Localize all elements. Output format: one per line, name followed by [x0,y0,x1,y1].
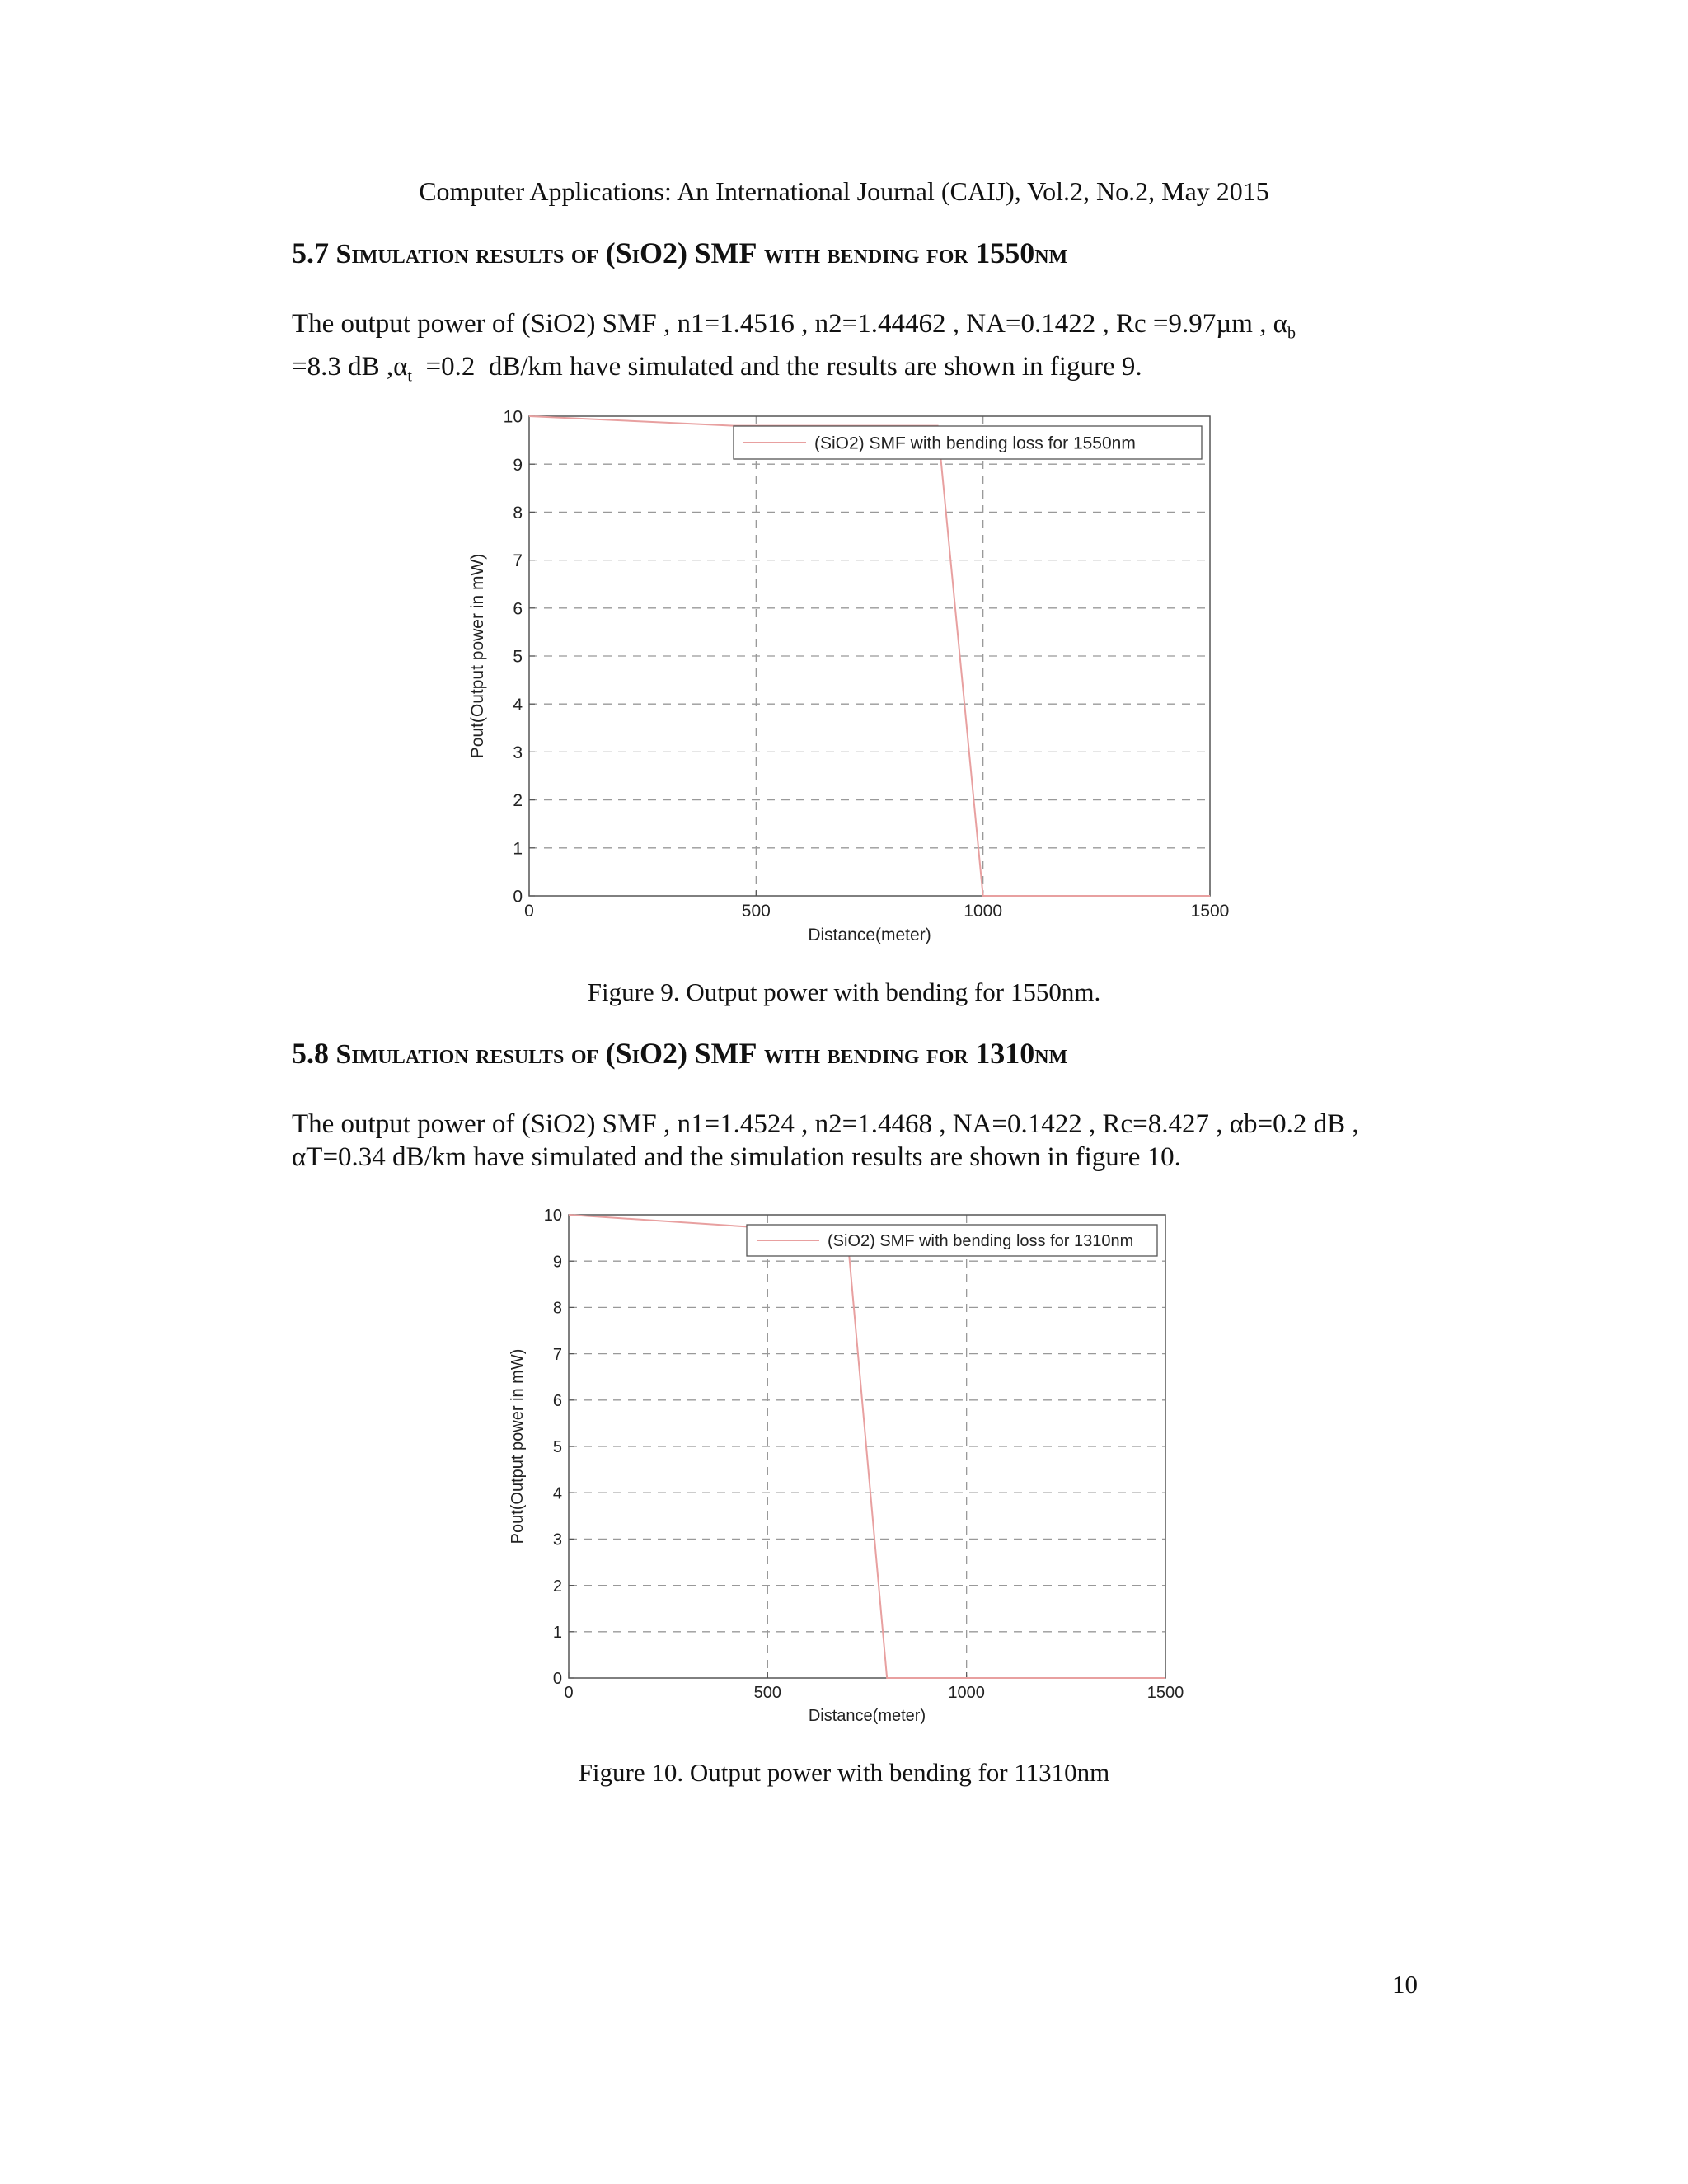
y-tick-label: 9 [513,455,523,475]
y-tick-label: 3 [513,743,523,762]
paragraph-5-7 [292,307,1421,392]
y-tick-label: 7 [552,1345,562,1364]
paragraph-line: αT=0.34 dB/km have simulated and the simulation results are shown in figure 10. [292,1142,1181,1172]
y-tick-label: 7 [513,551,523,571]
y-tick-label: 10 [503,407,523,427]
y-tick-label: 8 [552,1299,562,1318]
y-tick-label: 2 [552,1577,562,1596]
heading-text: Simulation results of [335,1039,599,1070]
legend-label: (SiO2) SMF with bending loss for 1550nm [814,434,1136,453]
figure-9-caption: Figure 9. Output power with bending for 1550nm. [587,977,1101,1006]
x-tick-label: 1000 [964,902,1003,921]
subscript: b [1287,324,1296,343]
y-tick-label: 4 [513,695,523,715]
x-tick-label: 500 [753,1684,782,1702]
y-tick-label: 1 [552,1624,562,1642]
figure-10-caption: Figure 10. Output power with bending for 11310nm [578,1758,1110,1787]
y-tick-label: 8 [513,503,523,523]
y-tick-label: 5 [552,1438,562,1457]
heading-text: with bending for [764,239,968,269]
heading-text: O2) [640,1037,688,1070]
figure-9-chart [453,404,1236,948]
x-tick-label: 0 [524,902,534,921]
heading-text: (S [605,237,632,269]
x-tick-label: 500 [741,902,771,921]
y-tick-label: 6 [513,599,523,619]
y-tick-label: 1 [513,839,523,859]
y-tick-label: 6 [552,1392,562,1410]
x-tick-label: 1500 [1146,1684,1184,1702]
paragraph-5-8 [292,1108,1421,1174]
heading-text: SMF [694,237,757,269]
y-tick-label: 5 [513,647,523,667]
heading-text: i [631,239,640,269]
paragraph-line: The output power of (SiO2) SMF , n1=1.4524 , n2=1.4468 , NA=0.1422 , Rc=8.427 , αb=0.2 dB , [292,1109,1359,1139]
figure-10-chart [495,1203,1203,1731]
x-axis-label: Distance(meter) [808,926,931,944]
heading-text: O2) [640,237,688,269]
legend-label: (SiO2) SMF with bending loss for 1310nm [828,1232,1134,1251]
y-tick-label: 3 [552,1530,562,1549]
heading-text: (S [605,1037,632,1070]
paragraph-line [292,350,1421,393]
x-tick-label: 1500 [1190,902,1230,921]
y-tick-label: 0 [513,887,523,907]
y-axis-label: Pout(Output power in mW) [468,553,487,759]
text-span: The output power of (SiO2) SMF , n1=1.4516 , n2=1.44462 , NA=0.1422 , Rc =9.97µm , α [292,309,1287,339]
heading-text: Simulation results of [335,239,599,269]
x-tick-label: 1000 [948,1684,985,1702]
paragraph-line [292,307,1421,350]
y-tick-label: 10 [543,1207,562,1226]
heading-text: nm [1034,239,1068,269]
heading-text: nm [1034,1039,1068,1070]
text-span: =0.2 dB/km have simulated and the results are shown in figure 9. [411,351,1142,382]
subscript: t [407,367,412,386]
section-number: 5.8 [292,1037,329,1070]
page-number: 10 [1392,1970,1418,1999]
x-tick-label: 0 [564,1684,574,1702]
text-span: =8.3 dB ,α [292,351,408,382]
y-tick-label: 2 [513,791,523,811]
heading-text: 1550 [975,237,1035,269]
heading-text: with bending for [764,1039,968,1070]
running-head: Computer Applications: An International Journal (CAIJ), Vol.2, No.2, May 2015 [419,176,1269,206]
heading-text: 1310 [975,1037,1035,1070]
y-tick-label: 4 [552,1484,562,1503]
y-tick-label: 9 [552,1253,562,1272]
y-axis-label: Pout(Output power in mW) [509,1348,527,1544]
section-heading-5-8 [292,1036,1067,1071]
section-heading-5-7 [292,236,1067,270]
heading-text: i [631,1039,640,1070]
y-tick-label: 0 [552,1670,562,1689]
heading-text: SMF [694,1037,757,1070]
x-axis-label: Distance(meter) [808,1707,926,1725]
section-number: 5.7 [292,237,329,269]
